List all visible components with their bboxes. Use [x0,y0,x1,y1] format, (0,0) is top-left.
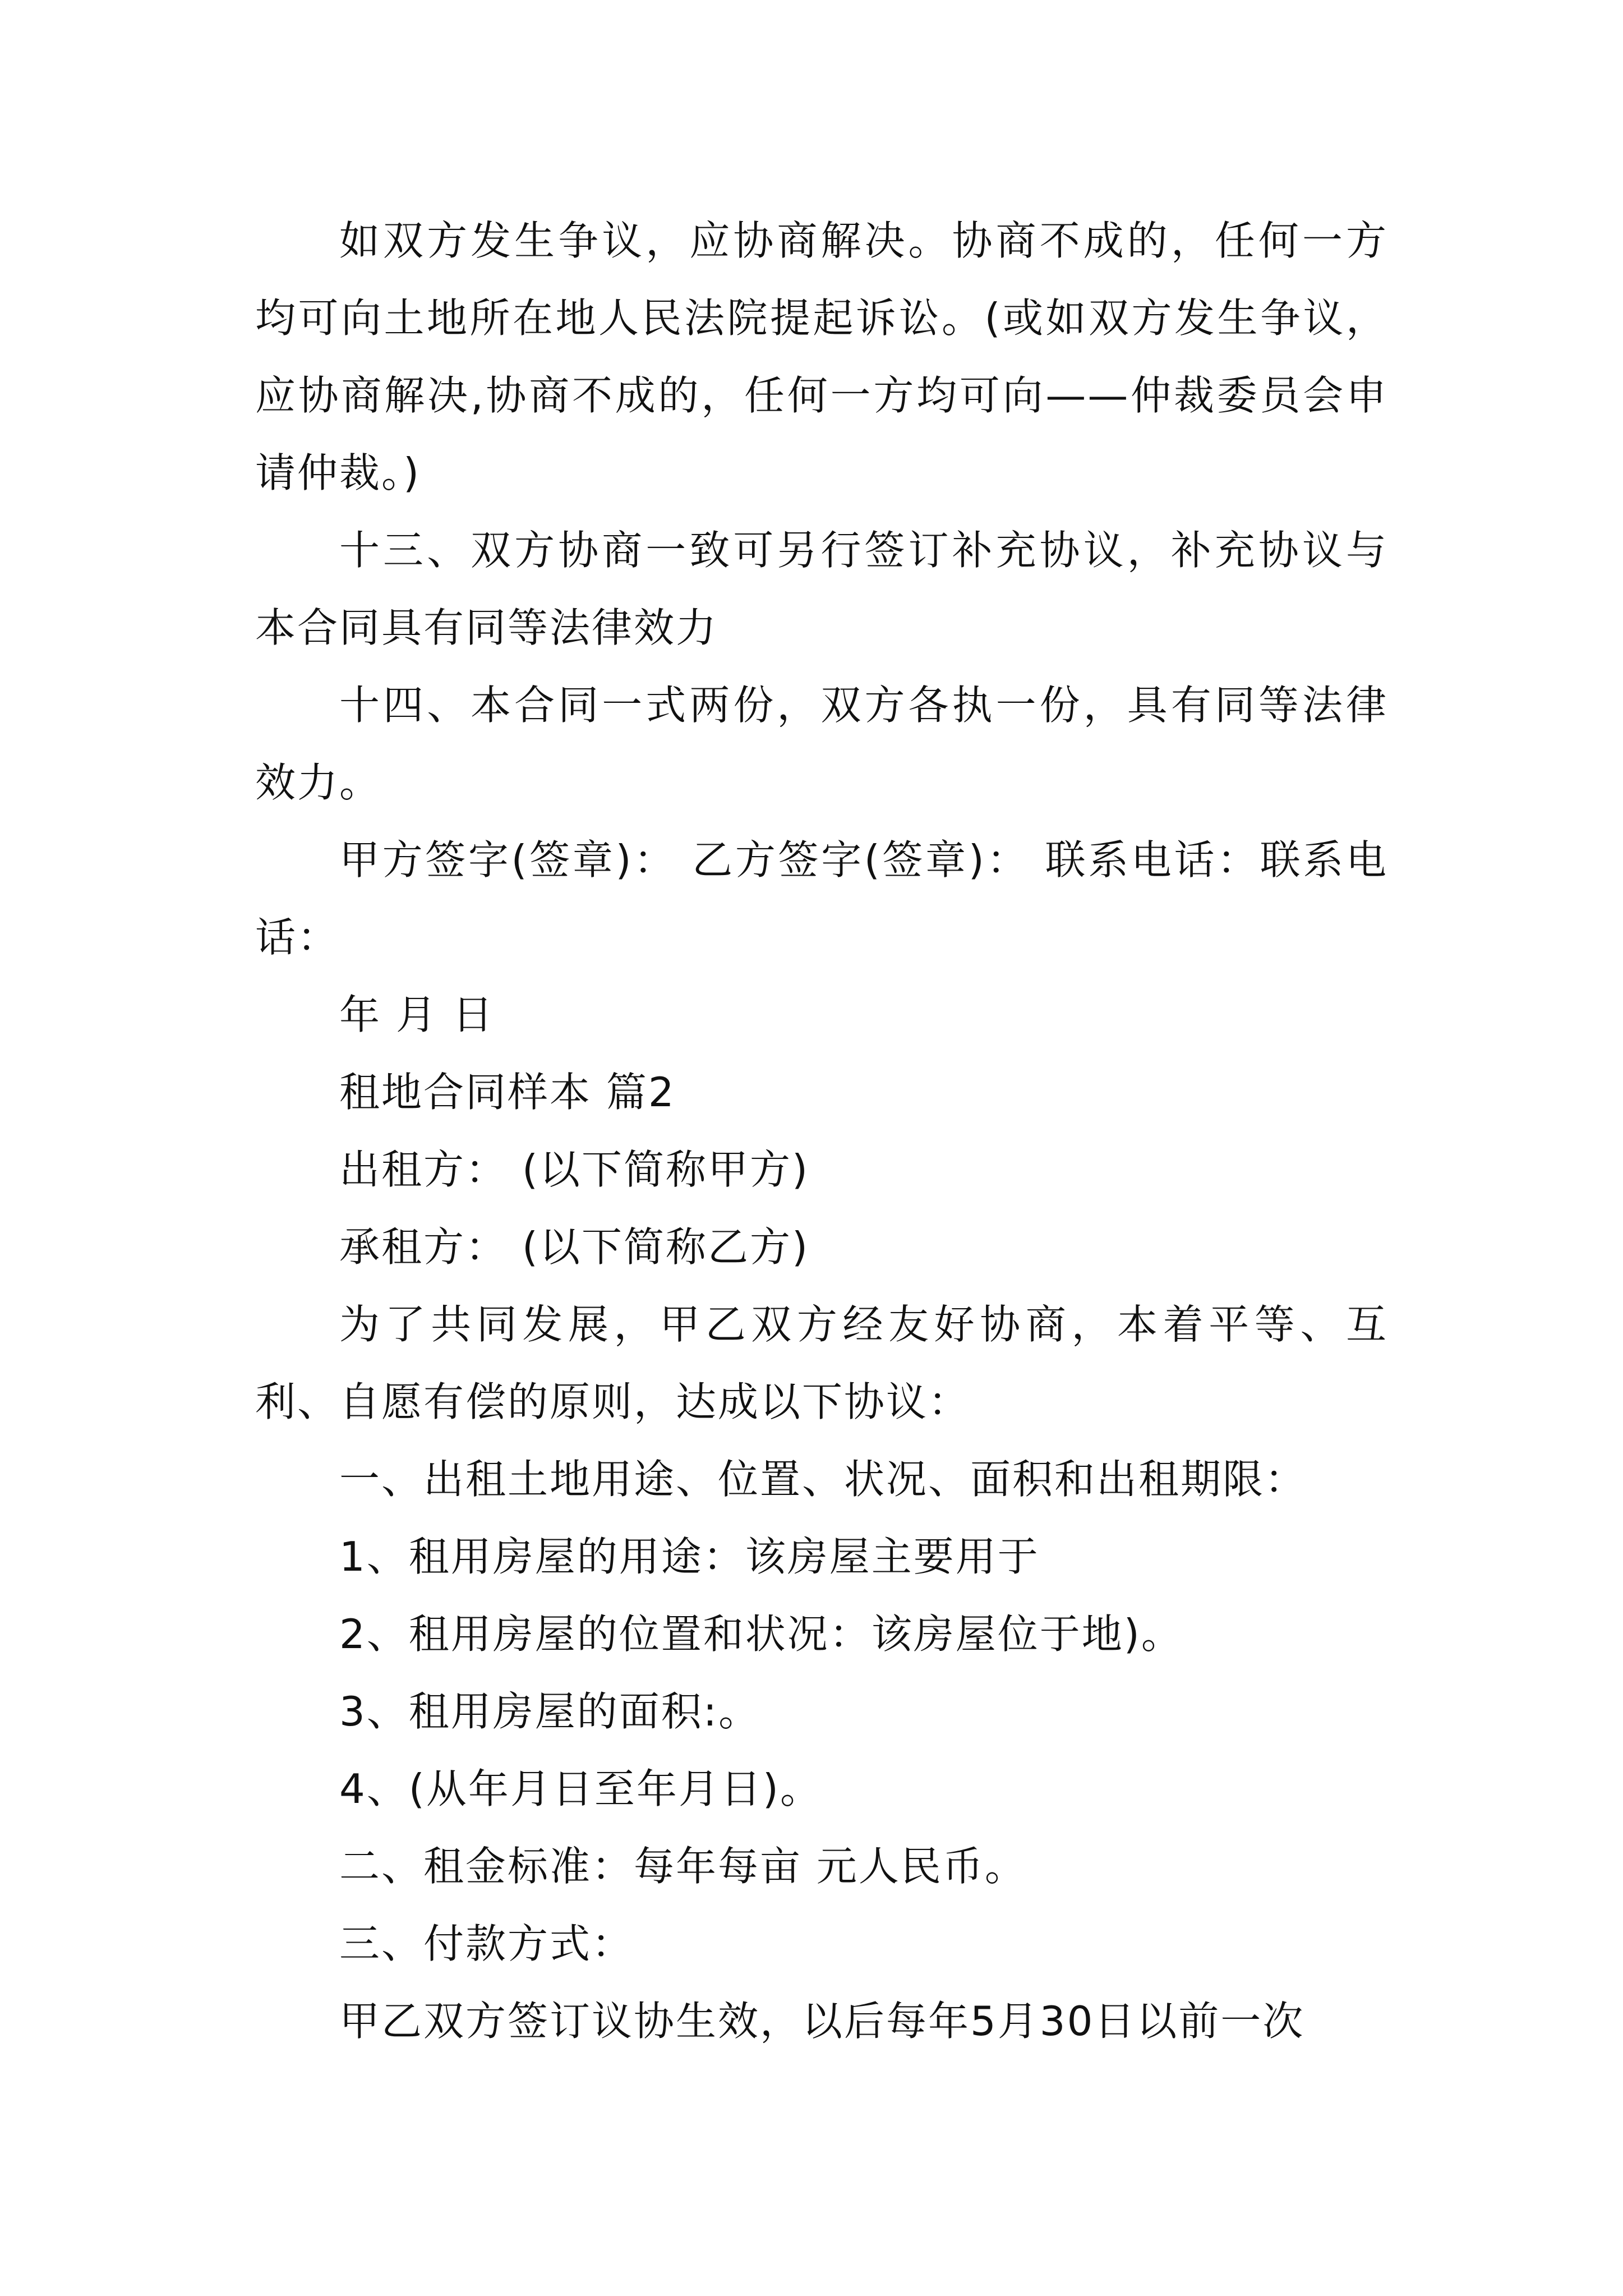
paragraph-article-2: 二、租金标准：每年每亩 元人民币。 [339,1843,1027,1890]
paragraph-lessor: 出租方： (以下简称甲方) [339,1146,810,1193]
paragraph-payment: 甲乙双方签订议协生效，以后每年5月30日以前一次 [339,1998,1305,2045]
section-title-sample-2: 租地合同样本 篇2 [339,1069,676,1116]
paragraph-date: 年 月 日 [339,991,495,1038]
paragraph-clause-14: 十四、本合同一式两份，双方各执一份，具有同等法律效力。 [255,682,1388,806]
paragraph-article-3: 三、付款方式： [339,1920,634,1967]
paragraph-item-2: 2、租用房屋的位置和状况：该房屋位于地)。 [339,1611,1183,1658]
paragraph-article-1: 一、出租土地用途、位置、状况、面积和出租期限： [339,1456,1307,1503]
paragraph-clause-13: 十三、双方协商一致可另行签订补充协议，补充协议与本合同具有同等法律效力 [255,527,1388,651]
paragraph-preamble: 为了共同发展，甲乙双方经友好协商，本着平等、互利、自愿有偿的原则，达成以下协议： [255,1301,1388,1425]
document-body [255,202,1388,2060]
paragraph-dispute-resolution: 如双方发生争议，应协商解决。协商不成的，任何一方均可向土地所在地人民法院提起诉讼。(或如双方发生争议，应协商解决,协商不成的，任何一方均可向——仲裁委员会申请仲裁。) [255,217,1388,496]
paragraph-signatures: 甲方签字(签章)： 乙方签字(签章)： 联系电话：联系电话： [255,836,1388,961]
paragraph-item-1: 1、租用房屋的用途：该房屋主要用于 [339,1533,1040,1580]
paragraph-item-3: 3、租用房屋的面积:。 [339,1688,761,1735]
paragraph-lessee: 承租方： (以下简称乙方) [339,1223,810,1271]
paragraph-item-4: 4、(从年月日至年月日)。 [339,1765,822,1812]
